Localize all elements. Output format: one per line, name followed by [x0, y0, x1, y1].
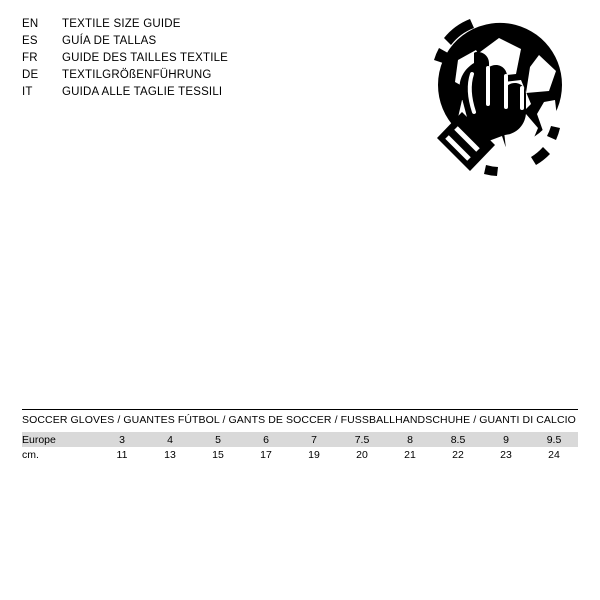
language-code: FR [22, 52, 38, 64]
table-row [22, 432, 578, 447]
table-cell: 3 [98, 432, 146, 447]
language-title-block [22, 16, 352, 101]
table-cell: 7 [290, 432, 338, 447]
table-cell: 15 [194, 447, 242, 462]
table-caption: SOCCER GLOVES / GUANTES FÚTBOL / GANTS DE SOCCER / FUSSBALLHANDSCHUHE / GUANTI DI CALCIO [22, 414, 576, 426]
table-cell: 9.5 [530, 432, 578, 447]
soccer-glove-and-ball-icon [400, 8, 586, 194]
language-title: GUIDA ALLE TAGLIE TESSILI [62, 86, 223, 98]
table-cell: 4 [146, 432, 194, 447]
table-cell: 24 [530, 447, 578, 462]
language-title: TEXTILGRÖßENFÜHRUNG [62, 69, 212, 81]
table-cell: 5 [194, 432, 242, 447]
table-cell: 22 [434, 447, 482, 462]
table-cell: 17 [242, 447, 290, 462]
size-table [22, 432, 578, 462]
table-cell: 13 [146, 447, 194, 462]
row-label: cm. [22, 447, 98, 462]
language-code: EN [22, 18, 39, 30]
table-cell: 8.5 [434, 432, 482, 447]
language-row [22, 84, 352, 101]
table-row [22, 447, 578, 462]
table-cell: 21 [386, 447, 434, 462]
table-cell: 19 [290, 447, 338, 462]
language-row [22, 67, 352, 84]
table-cell: 6 [242, 432, 290, 447]
language-row [22, 16, 352, 33]
size-table-block [22, 414, 578, 462]
language-code: IT [22, 86, 33, 98]
table-cell: 23 [482, 447, 530, 462]
language-code: ES [22, 35, 38, 47]
language-title: GUIDE DES TAILLES TEXTILE [62, 52, 229, 64]
table-cell: 7.5 [338, 432, 386, 447]
language-title: GUÍA DE TALLAS [62, 35, 157, 47]
language-title: TEXTILE SIZE GUIDE [62, 18, 181, 30]
table-cell: 20 [338, 447, 386, 462]
language-row [22, 33, 352, 50]
table-cell: 11 [98, 447, 146, 462]
row-label: Europe [22, 432, 98, 447]
language-code: DE [22, 69, 39, 81]
table-cell: 8 [386, 432, 434, 447]
table-cell: 9 [482, 432, 530, 447]
language-row [22, 50, 352, 67]
table-divider [22, 409, 578, 410]
